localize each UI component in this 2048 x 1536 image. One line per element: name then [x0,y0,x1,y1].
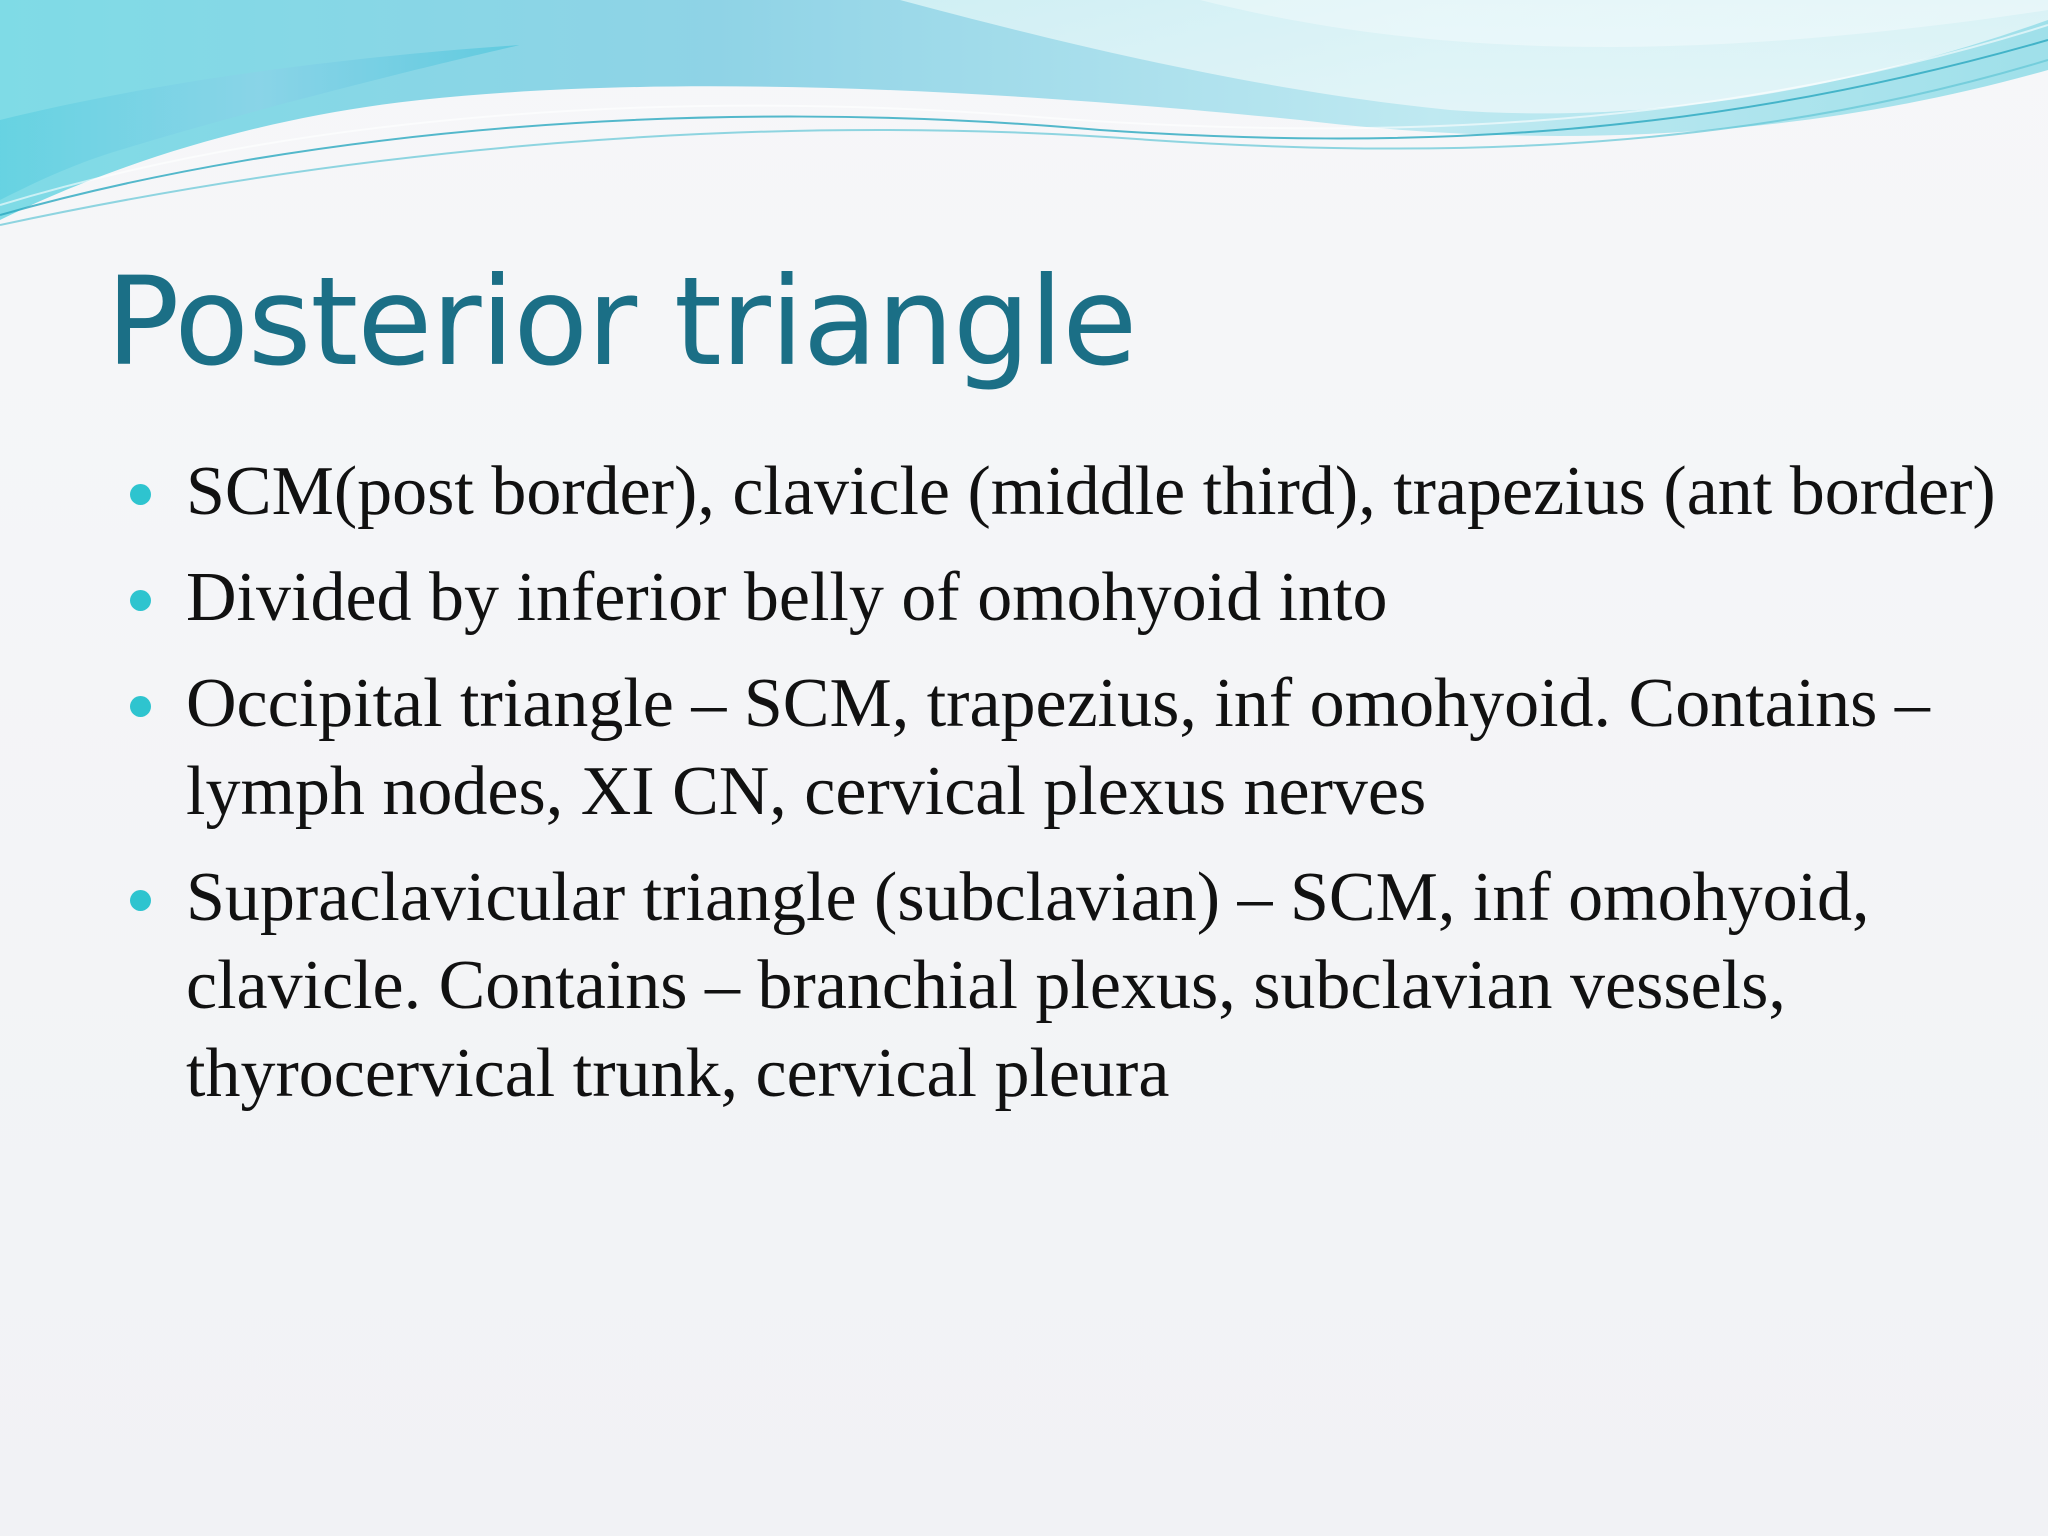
slide-title: Posterior triangle [106,251,1137,393]
bullet-text: Occipital triangle – SCM, trapezius, inf omohyoid. Contains – lymph nodes, XI CN, cervical plexus nerves [186,665,1930,830]
bullet-item [130,554,2010,642]
bullet-text: Divided by inferior belly of omohyoid into [186,559,1388,636]
bullet-text: Supraclavicular triangle (subclavian) – SCM, inf omohyoid, clavicle. Contains – branchial plexus, subclavian vessels, thyrocervical trunk, cervical pleura [186,859,1870,1112]
bullet-dot-icon [130,484,151,505]
bullet-dot-icon [130,696,151,717]
bullet-text: SCM(post border), clavicle (middle third), trapezius (ant border) [186,453,1996,530]
bullet-item [130,448,2010,536]
bullet-list [130,448,2010,1136]
bullet-item [130,660,2010,836]
bullet-dot-icon [130,590,151,611]
bullet-dot-icon [130,890,151,911]
bullet-item [130,854,2010,1118]
header-wave-decoration [0,0,2048,240]
